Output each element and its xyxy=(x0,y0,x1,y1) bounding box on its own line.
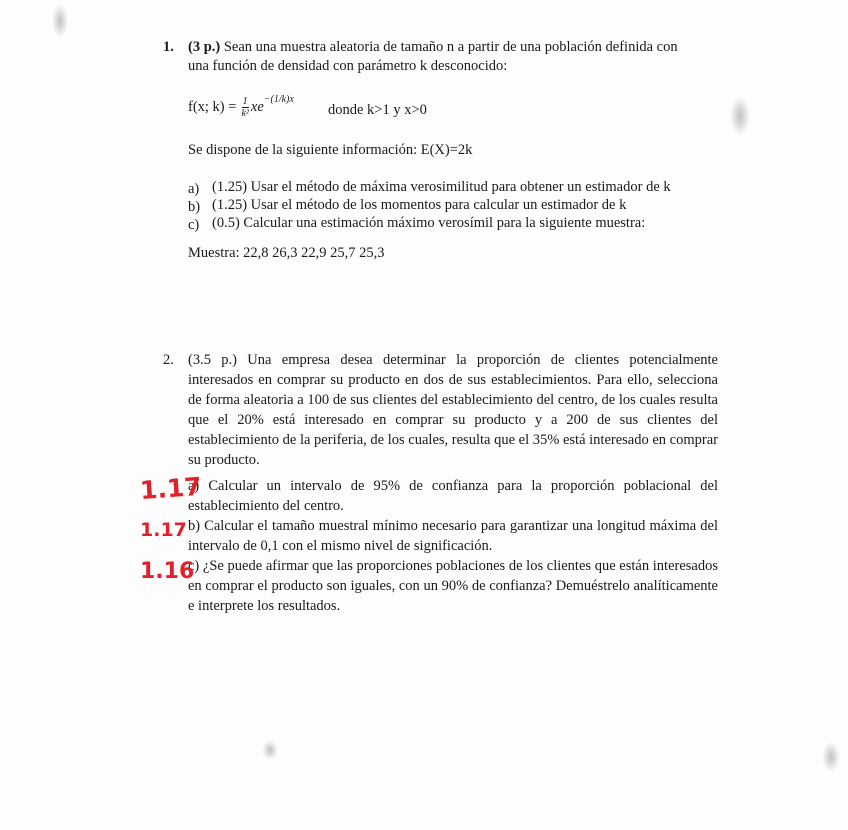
question1-item-letter: a) xyxy=(188,181,200,197)
question1-number: 1. xyxy=(163,39,174,55)
density-formula xyxy=(188,96,294,119)
handwritten-mark-c: 1.16 xyxy=(140,559,195,584)
formula-condition: donde k>1 y x>0 xyxy=(328,102,427,118)
scan-smudge xyxy=(730,96,750,136)
question1-sample: Muestra: 22,8 26,3 22,9 25,7 25,3 xyxy=(188,245,385,261)
question1-item: (0.5) Calcular una estimación máximo verosímil para la siguiente muestra: xyxy=(212,215,646,231)
formula-lhs: f(x; k) = xyxy=(188,99,237,115)
scan-smudge xyxy=(52,4,68,38)
question2-item-b: b) Calcular el tamaño muestral mínimo necesario para garantizar una longitud máxima del intervalo de 0,1 con el mismo nivel de significación. xyxy=(188,518,718,554)
formula-fraction xyxy=(241,96,248,119)
question1-points: (3 p.) xyxy=(188,39,221,55)
question2-item-c: c) ¿Se puede afirmar que las proporciones poblaciones de los clientes que están interesados en comprar el producto son iguales, con un 90% de confianza? Demuéstrelo analíticamente e interprete los resultados. xyxy=(188,558,718,614)
question1-line1 xyxy=(188,37,678,57)
formula-exponent: −(1/k)x xyxy=(263,94,294,105)
question1-intro: Sean una muestra aleatoria de tamaño n a partir de una población definida con xyxy=(223,39,678,55)
question1-item-letter: b) xyxy=(188,199,201,215)
formula-body: xe xyxy=(250,99,264,115)
question1-info: Se dispone de la siguiente información: E(X)=2k xyxy=(188,142,473,158)
question1-item: (1.25) Usar el método de los momentos para calcular un estimador de k xyxy=(212,197,627,213)
question2-number: 2. xyxy=(163,352,174,368)
question1-item: (1.25) Usar el método de máxima verosimilitud para obtener un estimador de k xyxy=(212,179,671,195)
formula-numerator: 1 xyxy=(242,96,248,107)
scan-smudge xyxy=(262,740,278,760)
question2-items xyxy=(188,476,718,616)
question1-line2: una función de densidad con parámetro k desconocido: xyxy=(188,58,508,74)
question2-statement: (3.5 p.) Una empresa desea determinar la proporción de clientes potencialmente interesados en comprar su producto en dos de sus establecimientos. Para ello, selecciona de forma aleatoria a 100 de sus clientes del establecimiento del centro, de los cuales resulta que el 20% está interesado en comprar su producto y a 200 de sus clientes del establecimiento de la periferia, de los cuales, resulta que el 35% está interesado en comprar su producto. xyxy=(188,352,718,468)
question2-item-a: a) Calcular un intervalo de 95% de confianza para la proporción poblacional del establecimiento del centro. xyxy=(188,478,718,514)
question1-item-letter: c) xyxy=(188,217,200,233)
scan-smudge xyxy=(822,742,840,772)
handwritten-mark-b: 1.17 xyxy=(140,519,187,541)
handwritten-mark-a: 1.17 xyxy=(139,471,203,506)
formula-denominator: k² xyxy=(241,108,249,119)
